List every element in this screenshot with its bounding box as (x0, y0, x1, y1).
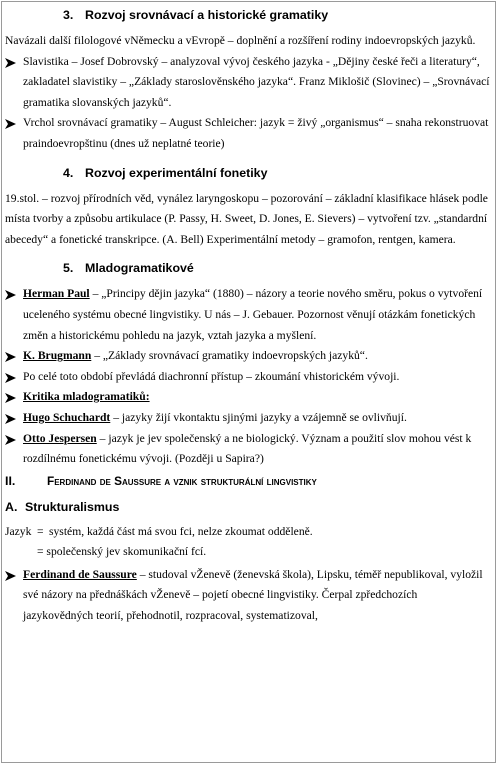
section-letter: A. (5, 499, 18, 514)
person-name: K. Brugmann (23, 349, 92, 363)
arrow-bullet-icon (5, 414, 16, 424)
arrow-bullet-icon (5, 119, 16, 129)
arrow-bullet-icon (5, 435, 16, 445)
section-heading-4 (63, 163, 490, 183)
list-item: Vrchol srovnávací gramatiky – August Schleicher: jazyk = živý „organismus“ – snaha rekonstruovat praindoevropštinu (dnes už neplatné teorie) (5, 113, 490, 154)
part-heading-2 (5, 470, 490, 492)
person-name: Ferdinand de Saussure (23, 567, 137, 581)
section-heading-5 (63, 258, 490, 278)
list-item (5, 387, 490, 408)
section-number: 3. (63, 8, 74, 22)
part-number: II. (5, 473, 16, 488)
definition-line-2: = společenský jev skomunikační fcí. (37, 545, 207, 559)
bullet-list-a (5, 565, 490, 627)
list-item: Po celé toto období převládá diachronní přístup – zkoumání vhistorickém vývoji. (5, 367, 490, 388)
list-item: Otto Jespersen – jazyk je jev společenský a ne biologický. Význam a použití slov mohou vést krozdílnému fonetickému vývoji. (Později u Sapira?) (5, 429, 490, 470)
paragraph-intro: Navázali další filologové vNěmecku a vEvropě – doplnění a rozšíření rodiny indoevropských jazyků. (5, 34, 476, 47)
list-item: Hugo Schuchardt – jazyky žijí vkontaktu sjinými jazyky a vzájemně se ovlivňují. (5, 408, 490, 429)
arrow-bullet-icon (5, 393, 16, 403)
list-item: Slavistika – Josef Dobrovský – analyzoval vývoj českého jazyka - „Dějiny české řeči a literatury“, zakladatel slavistiky – „Základy staroslověnského jazyka“. Franz Miklošič (Slovinec) – „Srovnávací gramatika slovanských jazyků“. (5, 52, 490, 114)
document-page (1, 1, 496, 763)
list-item: K. Brugmann – „Základy srovnávací gramatiky indoevropských jazyků“. (5, 346, 490, 367)
section-number: 5. (63, 261, 74, 276)
list-item: Ferdinand de Saussure – studoval vŽenevě (ženevská škola), Lipsku, téměř nepublikoval, vyložil své názory na přednáškách vŽenevě – pojetí obecné lingvistiky. Čerpal zpředchozích jazykovědných teorií, přehodnotil, rozpracoval, systematizoval, (5, 565, 490, 627)
subheading-critique: Kritika mladogramatiků: (23, 390, 150, 404)
arrow-bullet-icon (5, 571, 16, 581)
arrow-bullet-icon (5, 352, 16, 362)
section-heading-3 (63, 5, 490, 25)
definition-term: Jazyk (5, 524, 32, 538)
definition-text: systém, každá část má svou fci, nelze zkoumat odděleně. (49, 524, 313, 538)
bullet-list-s3 (5, 52, 490, 155)
section-heading-a (5, 496, 490, 518)
arrow-bullet-icon (5, 58, 16, 68)
person-name: Hugo Schuchardt (23, 410, 111, 424)
section-title: Mladogramatikové (85, 261, 194, 276)
section-title: Rozvoj srovnávací a historické gramatiky (85, 8, 329, 22)
part-title: Ferdinand de Saussure a vznik strukturální lingvistiky (47, 473, 317, 488)
section-number: 4. (63, 165, 74, 180)
section-title: Strukturalismus (25, 499, 120, 514)
section-title: Rozvoj experimentální fonetiky (85, 165, 268, 180)
definition-line: Jazyk = systém, každá část má svou fci, nelze zkoumat odděleně. (5, 522, 490, 543)
list-item: Herman Paul – „Principy dějin jazyka“ (1880) – názory a teorie nového směru, pokus o vytvoření uceleného systému obecné lingvistiky. U nás – J. Gebauer. Pozornost věnují otázkám fonetických změn a historickému pohledu na jazyk, vztah jazyka a myšlení. (5, 284, 490, 346)
bullet-list-s5 (5, 284, 490, 469)
paragraph-phonetics: 19.stol. – rozvoj přírodních věd, vynález laryngoskopu – pozorování – základní klasifikace hlásek podle místa tvorby a způsobu artikulace (P. Passy, H. Sweet, D. Jones, E. Sievers) – vytvoření tzv. „standardní abecedy“ a fonetické transkripce. (A. Bell) Experimentální metody – gramofon, rentgen, kamera. (5, 191, 488, 246)
arrow-bullet-icon (5, 290, 16, 300)
person-name: Herman Paul (23, 287, 90, 301)
person-name: Otto Jespersen (23, 431, 97, 445)
arrow-bullet-icon (5, 373, 16, 383)
